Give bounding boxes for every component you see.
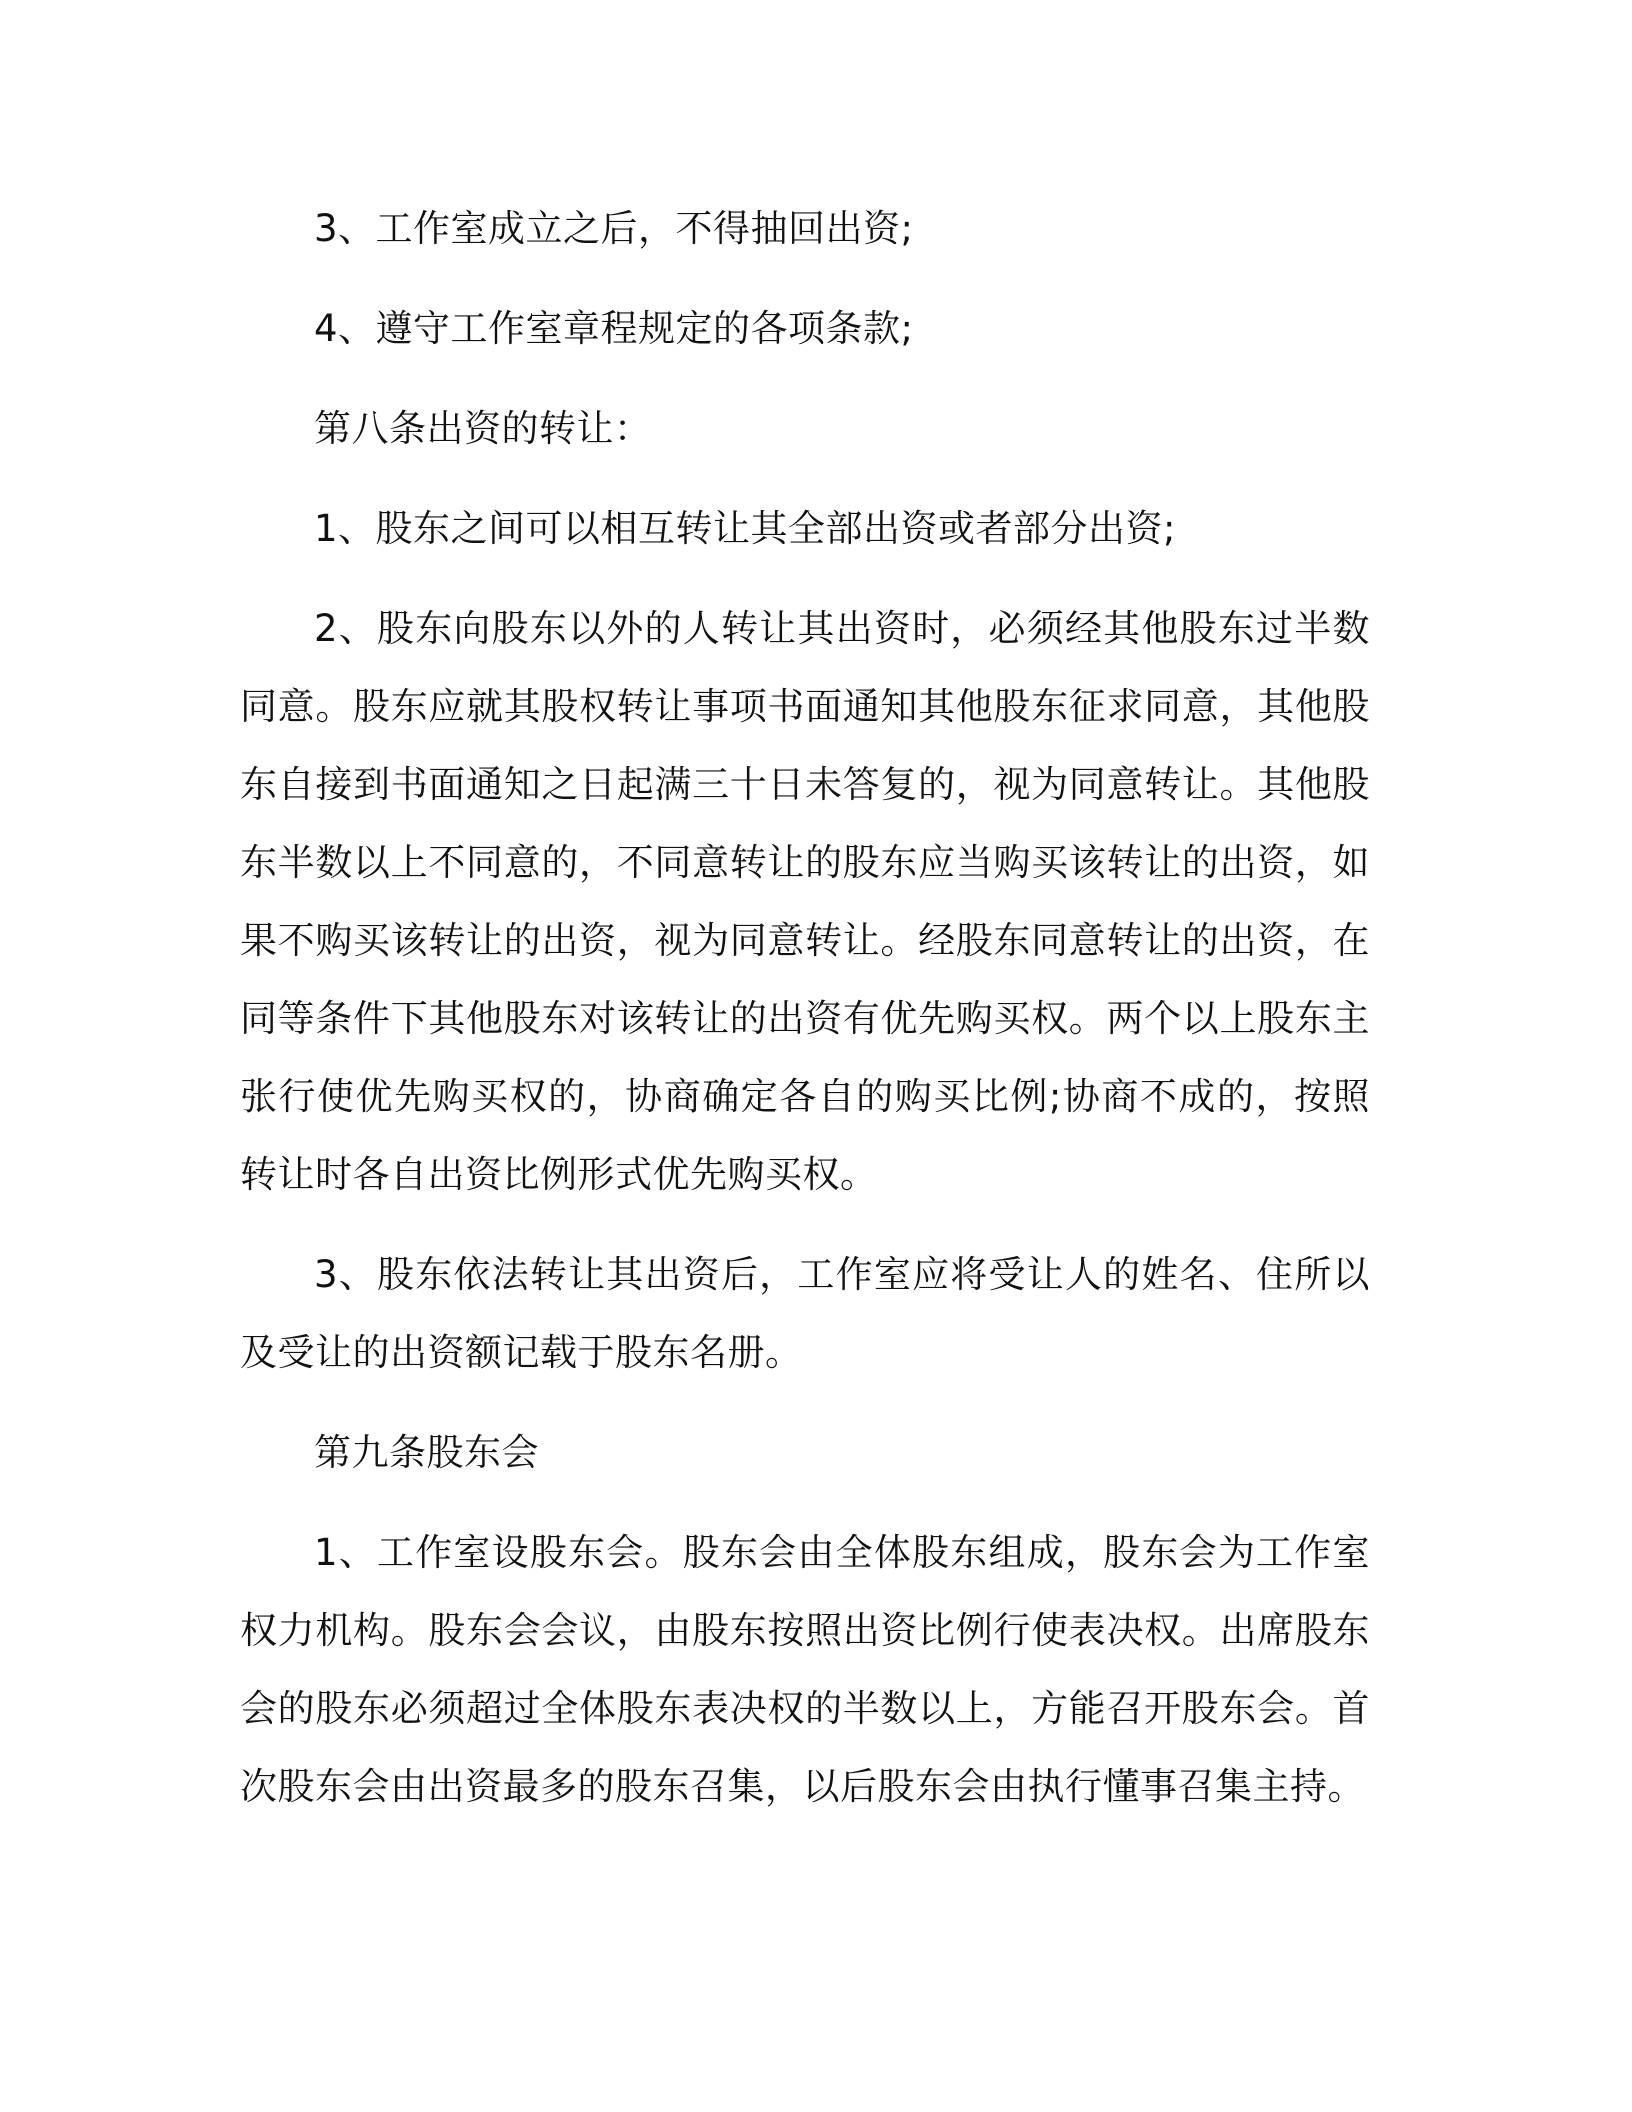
heading-article-9-shareholders-meeting: 第九条股东会: [314, 1431, 539, 1474]
paragraph-transfer-1: 1、股东之间可以相互转让其全部出资或者部分出资;: [314, 507, 1177, 550]
paragraph-meeting-1: 1、工作室设股东会。股东会由全体股东组成，股东会为工作室权力机构。股东会会议，由股东按照出资比例行使表决权。出席股东会的股东必须超过全体股东表决权的半数以上，方能召开股东会。首次股东会由出资最多的股东召集，以后股东会由执行懂事召集主持。: [240, 1531, 1370, 1808]
heading-article-8-transfer: 第八条出资的转让：: [314, 407, 652, 450]
document-body: [240, 190, 1370, 1826]
paragraph-clause-4-comply-charter: 4、遵守工作室章程规定的各项条款;: [314, 307, 914, 350]
paragraph-clause-3-no-withdrawal: 3、工作室成立之后，不得抽回出资;: [314, 207, 914, 250]
paragraph-transfer-2: 2、股东向股东以外的人转让其出资时，必须经其他股东过半数同意。股东应就其股权转让事项书面通知其他股东征求同意，其他股东自接到书面通知之日起满三十日未答复的，视为同意转让。其他股东半数以上不同意的，不同意转让的股东应当购买该转让的出资，如果不购买该转让的出资，视为同意转让。经股东同意转让的出资，在同等条件下其他股东对该转让的出资有优先购买权。两个以上股东主张行使优先购买权的，协商确定各自的购买比例;协商不成的，按照转让时各自出资比例形式优先购买权。: [240, 607, 1370, 1196]
paragraph-transfer-3: 3、股东依法转让其出资后，工作室应将受让人的姓名、住所以及受让的出资额记载于股东名册。: [240, 1253, 1370, 1374]
